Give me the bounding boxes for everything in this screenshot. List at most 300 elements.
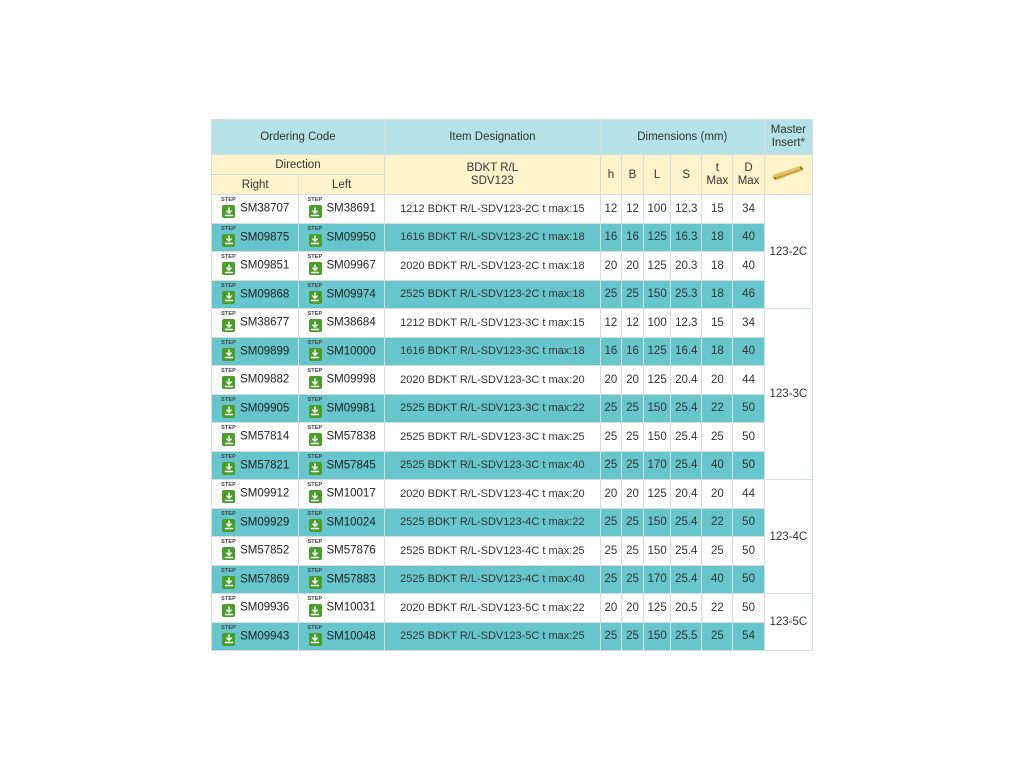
step-label: STEP [221,339,236,346]
step-label: STEP [307,425,323,432]
t-cell: 40 [702,451,733,480]
step-download-icon[interactable] [221,396,236,418]
h-cell: 12 [600,195,621,224]
d-cell: 34 [733,195,764,224]
download-icon [309,405,322,418]
d-cell: 50 [733,537,764,566]
l-cell: 125 [644,480,671,509]
step-label: STEP [307,624,323,631]
download-icon [309,348,322,361]
download-icon [309,462,322,475]
step-download-icon[interactable] [308,598,323,617]
step-label: STEP [307,482,323,489]
step-label: STEP [221,368,236,375]
right-code-cell[interactable] [212,451,299,480]
l-cell: 125 [644,223,671,252]
t-cell: 22 [702,594,733,623]
right-code[interactable]: SM09882 [240,373,290,386]
step-label: STEP [307,453,323,460]
b-cell: 25 [621,451,643,480]
l-cell: 125 [644,366,671,395]
step-download-icon[interactable] [221,484,236,503]
l-cell: 150 [644,423,671,452]
h-cell: 25 [600,565,621,594]
designation-cell: 2020 BDKT R/L-SDV123-2C t max:18 [384,252,600,281]
designation-cell: 2525 BDKT R/L-SDV123-3C t max:40 [384,451,600,480]
step-label: STEP [307,254,323,261]
step-download-icon[interactable] [221,624,236,646]
b-cell: 25 [621,394,643,423]
h-cell: 25 [600,451,621,480]
designation-cell: 2020 BDKT R/L-SDV123-3C t max:20 [384,366,600,395]
left-code[interactable]: SM57838 [326,430,376,443]
b-cell: 20 [621,252,643,281]
h-cell: 20 [600,252,621,281]
s-cell: 25.3 [671,280,702,309]
left-code-cell[interactable] [299,508,384,537]
left-code-cell[interactable] [299,480,384,509]
download-icon [222,234,235,247]
designation-cell: 1212 BDKT R/L-SDV123-3C t max:15 [384,309,600,338]
d-cell: 50 [733,423,764,452]
d-cell: 40 [733,337,764,366]
insert-image [770,164,806,182]
h-cell: 25 [600,280,621,309]
right-code-cell[interactable] [212,622,299,651]
left-code[interactable]: SM57876 [326,544,376,557]
left-code-cell[interactable] [299,537,384,566]
designation-cell: 2525 BDKT R/L-SDV123-2C t max:18 [384,280,600,309]
download-icon [222,576,235,589]
designation-cell: 2525 BDKT R/L-SDV123-4C t max:25 [384,537,600,566]
s-header: S [671,155,702,195]
left-code[interactable]: SM09950 [326,231,376,244]
s-cell: 25.4 [671,537,702,566]
left-code-cell[interactable] [299,280,384,309]
left-code[interactable]: SM38684 [326,316,376,329]
left-code-cell[interactable] [299,423,384,452]
step-label: STEP [307,282,323,289]
left-code[interactable]: SM10031 [326,601,376,614]
left-code-cell[interactable] [299,594,384,623]
step-download-icon[interactable] [221,541,236,560]
t-cell: 22 [702,508,733,537]
right-code-cell[interactable] [212,309,299,338]
step-download-icon[interactable] [308,313,323,332]
s-cell: 25.5 [671,622,702,651]
t-cell: 22 [702,394,733,423]
step-download-icon[interactable] [307,396,323,418]
right-code-cell[interactable] [212,537,299,566]
step-download-icon[interactable] [221,453,236,475]
left-code-cell[interactable] [299,451,384,480]
table-row [212,195,813,224]
s-cell: 20.4 [671,366,702,395]
table-row [212,594,813,623]
right-code-cell[interactable] [212,337,299,366]
left-code-cell[interactable] [299,195,384,224]
table-row [212,480,813,509]
t-cell: 18 [702,223,733,252]
d-cell: 34 [733,309,764,338]
right-code[interactable]: SM09905 [240,402,290,415]
table-row [212,508,813,537]
master-insert-cell: 123-2C [764,195,812,309]
b-cell: 25 [621,508,643,537]
left-code[interactable]: SM10024 [326,516,376,529]
l-header: L [644,155,671,195]
download-icon [309,262,322,275]
download-icon [309,547,322,560]
left-code-cell[interactable] [299,223,384,252]
h-cell: 12 [600,309,621,338]
designation-cell: 2525 BDKT R/L-SDV123-3C t max:25 [384,423,600,452]
download-icon [222,376,235,389]
left-code-cell[interactable] [299,309,384,338]
step-label: STEP [307,339,323,346]
b-cell: 25 [621,622,643,651]
h-cell: 25 [600,622,621,651]
b-cell: 20 [621,480,643,509]
right-code-cell[interactable] [212,280,299,309]
step-label: STEP [307,197,323,204]
right-code-cell[interactable] [212,423,299,452]
step-download-icon[interactable] [307,282,323,304]
right-code-cell[interactable] [212,508,299,537]
l-cell: 150 [644,394,671,423]
l-cell: 100 [644,195,671,224]
item-designation-header: Item Designation [384,120,600,155]
right-code[interactable]: SM38677 [240,316,290,329]
ordering-code-header: Ordering Code [212,120,385,155]
t-cell: 15 [702,195,733,224]
right-code[interactable]: SM09868 [240,288,290,301]
d-max-label: D Max [737,161,760,187]
d-max-header [733,155,764,195]
step-download-icon[interactable] [221,427,236,446]
table-row [212,252,813,281]
step-download-icon[interactable] [307,225,323,247]
right-code[interactable]: SM57852 [240,544,290,557]
left-code[interactable]: SM10000 [326,345,376,358]
step-download-icon[interactable] [308,370,323,389]
step-download-icon[interactable] [307,453,323,475]
download-icon [309,519,322,532]
left-code[interactable]: SM10048 [326,630,376,643]
designation-cell: 1616 BDKT R/L-SDV123-2C t max:18 [384,223,600,252]
right-code-cell[interactable] [212,195,299,224]
step-download-icon[interactable] [308,541,323,560]
step-label: STEP [221,225,236,232]
right-code[interactable]: SM09936 [240,601,290,614]
t-cell: 25 [702,537,733,566]
left-code[interactable]: SM09974 [326,288,376,301]
download-icon [222,633,235,646]
left-code[interactable]: SM57883 [326,573,376,586]
step-label: STEP [307,567,323,574]
left-code[interactable]: SM10017 [326,487,376,500]
download-icon [222,462,235,475]
s-cell: 25.4 [671,394,702,423]
left-code[interactable]: SM09967 [326,259,376,272]
step-label: STEP [221,567,236,574]
s-cell: 20.3 [671,252,702,281]
right-code-cell[interactable] [212,366,299,395]
step-label: STEP [221,624,236,631]
download-icon [222,262,235,275]
left-code-cell[interactable] [299,252,384,281]
download-icon [309,490,322,503]
master-insert-label: Master Insert* [770,124,806,149]
step-label: STEP [307,368,323,375]
t-cell: 18 [702,337,733,366]
t-cell: 20 [702,366,733,395]
right-code-cell[interactable] [212,565,299,594]
b-cell: 25 [621,565,643,594]
step-label: STEP [221,396,236,403]
t-cell: 15 [702,309,733,338]
download-icon [222,205,235,218]
download-icon [309,376,322,389]
d-cell: 54 [733,622,764,651]
insert-image-cell [764,155,812,195]
right-code-cell[interactable] [212,252,299,281]
d-cell: 44 [733,480,764,509]
product-table [211,119,813,651]
table-row [212,223,813,252]
download-icon [222,319,235,332]
l-cell: 125 [644,594,671,623]
master-insert-cell: 123-5C [764,594,812,651]
right-code[interactable]: SM09929 [240,516,290,529]
step-download-icon[interactable] [221,225,236,247]
h-cell: 20 [600,480,621,509]
step-download-icon[interactable] [307,339,323,361]
l-cell: 150 [644,537,671,566]
designation-cell: 2525 BDKT R/L-SDV123-5C t max:25 [384,622,600,651]
h-cell: 25 [600,394,621,423]
right-code-cell[interactable] [212,480,299,509]
table-row [212,451,813,480]
table-row [212,537,813,566]
download-icon [309,576,322,589]
right-code[interactable]: SM09943 [240,630,290,643]
b-cell: 25 [621,280,643,309]
t-cell: 25 [702,423,733,452]
d-cell: 50 [733,451,764,480]
h-cell: 25 [600,537,621,566]
dimensions-header: Dimensions (mm) [600,120,764,155]
table-row [212,309,813,338]
step-download-icon[interactable] [221,256,236,275]
step-label: STEP [307,225,323,232]
left-header: Left [299,175,384,195]
designation-cell: 2525 BDKT R/L-SDV123-4C t max:40 [384,565,600,594]
s-cell: 16.3 [671,223,702,252]
download-icon [309,234,322,247]
l-cell: 150 [644,508,671,537]
h-cell: 25 [600,508,621,537]
right-code[interactable]: SM09851 [240,259,290,272]
d-cell: 50 [733,594,764,623]
table-row [212,394,813,423]
s-cell: 12.3 [671,195,702,224]
table-row [212,280,813,309]
t-max-header [702,155,733,195]
download-icon [309,633,322,646]
step-download-icon[interactable] [221,313,236,332]
t-cell: 20 [702,480,733,509]
download-icon [309,433,322,446]
right-code-cell[interactable] [212,223,299,252]
step-label: STEP [221,510,236,517]
right-code[interactable]: SM57869 [240,573,290,586]
download-icon [222,490,235,503]
right-code[interactable]: SM09899 [240,345,290,358]
designation-cell: 2020 BDKT R/L-SDV123-5C t max:22 [384,594,600,623]
designation-cell: 2020 BDKT R/L-SDV123-4C t max:20 [384,480,600,509]
t-cell: 18 [702,252,733,281]
t-max-label: t Max [706,161,729,187]
s-cell: 16.4 [671,337,702,366]
left-code-cell[interactable] [299,394,384,423]
master-insert-header [764,120,812,155]
b-cell: 20 [621,366,643,395]
d-cell: 40 [733,252,764,281]
step-download-icon[interactable] [221,567,236,589]
s-cell: 12.3 [671,309,702,338]
step-download-icon[interactable] [221,510,236,532]
step-label: STEP [307,596,323,603]
b-cell: 12 [621,195,643,224]
step-download-icon[interactable] [308,427,323,446]
download-icon [309,291,322,304]
master-insert-cell: 123-3C [764,309,812,480]
table-row [212,337,813,366]
step-label: STEP [307,510,323,517]
d-cell: 46 [733,280,764,309]
step-download-icon[interactable] [221,199,236,218]
step-label: STEP [221,254,236,261]
b-cell: 16 [621,223,643,252]
step-label: STEP [307,311,323,318]
l-cell: 150 [644,622,671,651]
right-header: Right [212,175,299,195]
step-download-icon[interactable] [221,598,236,617]
designation-cell: 2525 BDKT R/L-SDV123-4C t max:22 [384,508,600,537]
download-icon [222,348,235,361]
download-icon [222,604,235,617]
step-label: STEP [221,425,236,432]
download-icon [309,319,322,332]
right-code[interactable]: SM38707 [240,202,290,215]
d-cell: 50 [733,394,764,423]
download-icon [309,205,322,218]
t-cell: 25 [702,622,733,651]
download-icon [222,547,235,560]
step-label: STEP [221,282,236,289]
right-code-cell[interactable] [212,594,299,623]
b-cell: 16 [621,337,643,366]
direction-header: Direction [212,155,385,175]
step-label: STEP [221,197,236,204]
l-cell: 125 [644,252,671,281]
s-cell: 20.5 [671,594,702,623]
s-cell: 25.4 [671,508,702,537]
designation-cell: 1616 BDKT R/L-SDV123-3C t max:18 [384,337,600,366]
left-code-cell[interactable] [299,337,384,366]
s-cell: 25.4 [671,423,702,452]
h-cell: 20 [600,366,621,395]
step-label: STEP [307,539,323,546]
left-code[interactable]: SM57845 [326,459,376,472]
t-cell: 18 [702,280,733,309]
h-cell: 16 [600,337,621,366]
l-cell: 150 [644,280,671,309]
step-download-icon[interactable] [308,199,323,218]
left-code[interactable]: SM09981 [326,402,376,415]
d-cell: 50 [733,508,764,537]
d-cell: 40 [733,223,764,252]
step-download-icon[interactable] [307,510,323,532]
download-icon [309,604,322,617]
right-code[interactable]: SM57814 [240,430,290,443]
step-download-icon[interactable] [221,282,236,304]
step-download-icon[interactable] [308,256,323,275]
right-code-cell[interactable] [212,394,299,423]
d-cell: 44 [733,366,764,395]
s-cell: 25.4 [671,451,702,480]
left-code-cell[interactable] [299,622,384,651]
step-download-icon[interactable] [307,567,323,589]
right-code[interactable]: SM57821 [240,459,290,472]
download-icon [222,519,235,532]
h-cell: 25 [600,423,621,452]
right-code[interactable]: SM09912 [240,487,290,500]
step-download-icon[interactable] [221,370,236,389]
d-cell: 50 [733,565,764,594]
b-cell: 25 [621,537,643,566]
step-label: STEP [221,482,236,489]
l-cell: 170 [644,451,671,480]
designation-cell: 1212 BDKT R/L-SDV123-2C t max:15 [384,195,600,224]
s-cell: 20.4 [671,480,702,509]
step-download-icon[interactable] [307,624,323,646]
l-cell: 170 [644,565,671,594]
table-row [212,565,813,594]
designation-subheader [384,155,600,195]
h-cell: 16 [600,223,621,252]
designation-subheader-label: BDKT R/L SDV123 [466,161,519,187]
b-cell: 25 [621,423,643,452]
step-label: STEP [221,311,236,318]
left-code-cell[interactable] [299,565,384,594]
download-icon [222,405,235,418]
t-cell: 40 [702,565,733,594]
step-download-icon[interactable] [221,339,236,361]
download-icon [222,433,235,446]
h-cell: 20 [600,594,621,623]
master-insert-cell: 123-4C [764,480,812,594]
right-code[interactable]: SM09875 [240,231,290,244]
left-code[interactable]: SM38691 [326,202,376,215]
table-row [212,366,813,395]
step-label: STEP [221,539,236,546]
left-code-cell[interactable] [299,366,384,395]
step-download-icon[interactable] [308,484,323,503]
left-code[interactable]: SM09998 [326,373,376,386]
designation-cell: 2525 BDKT R/L-SDV123-3C t max:22 [384,394,600,423]
